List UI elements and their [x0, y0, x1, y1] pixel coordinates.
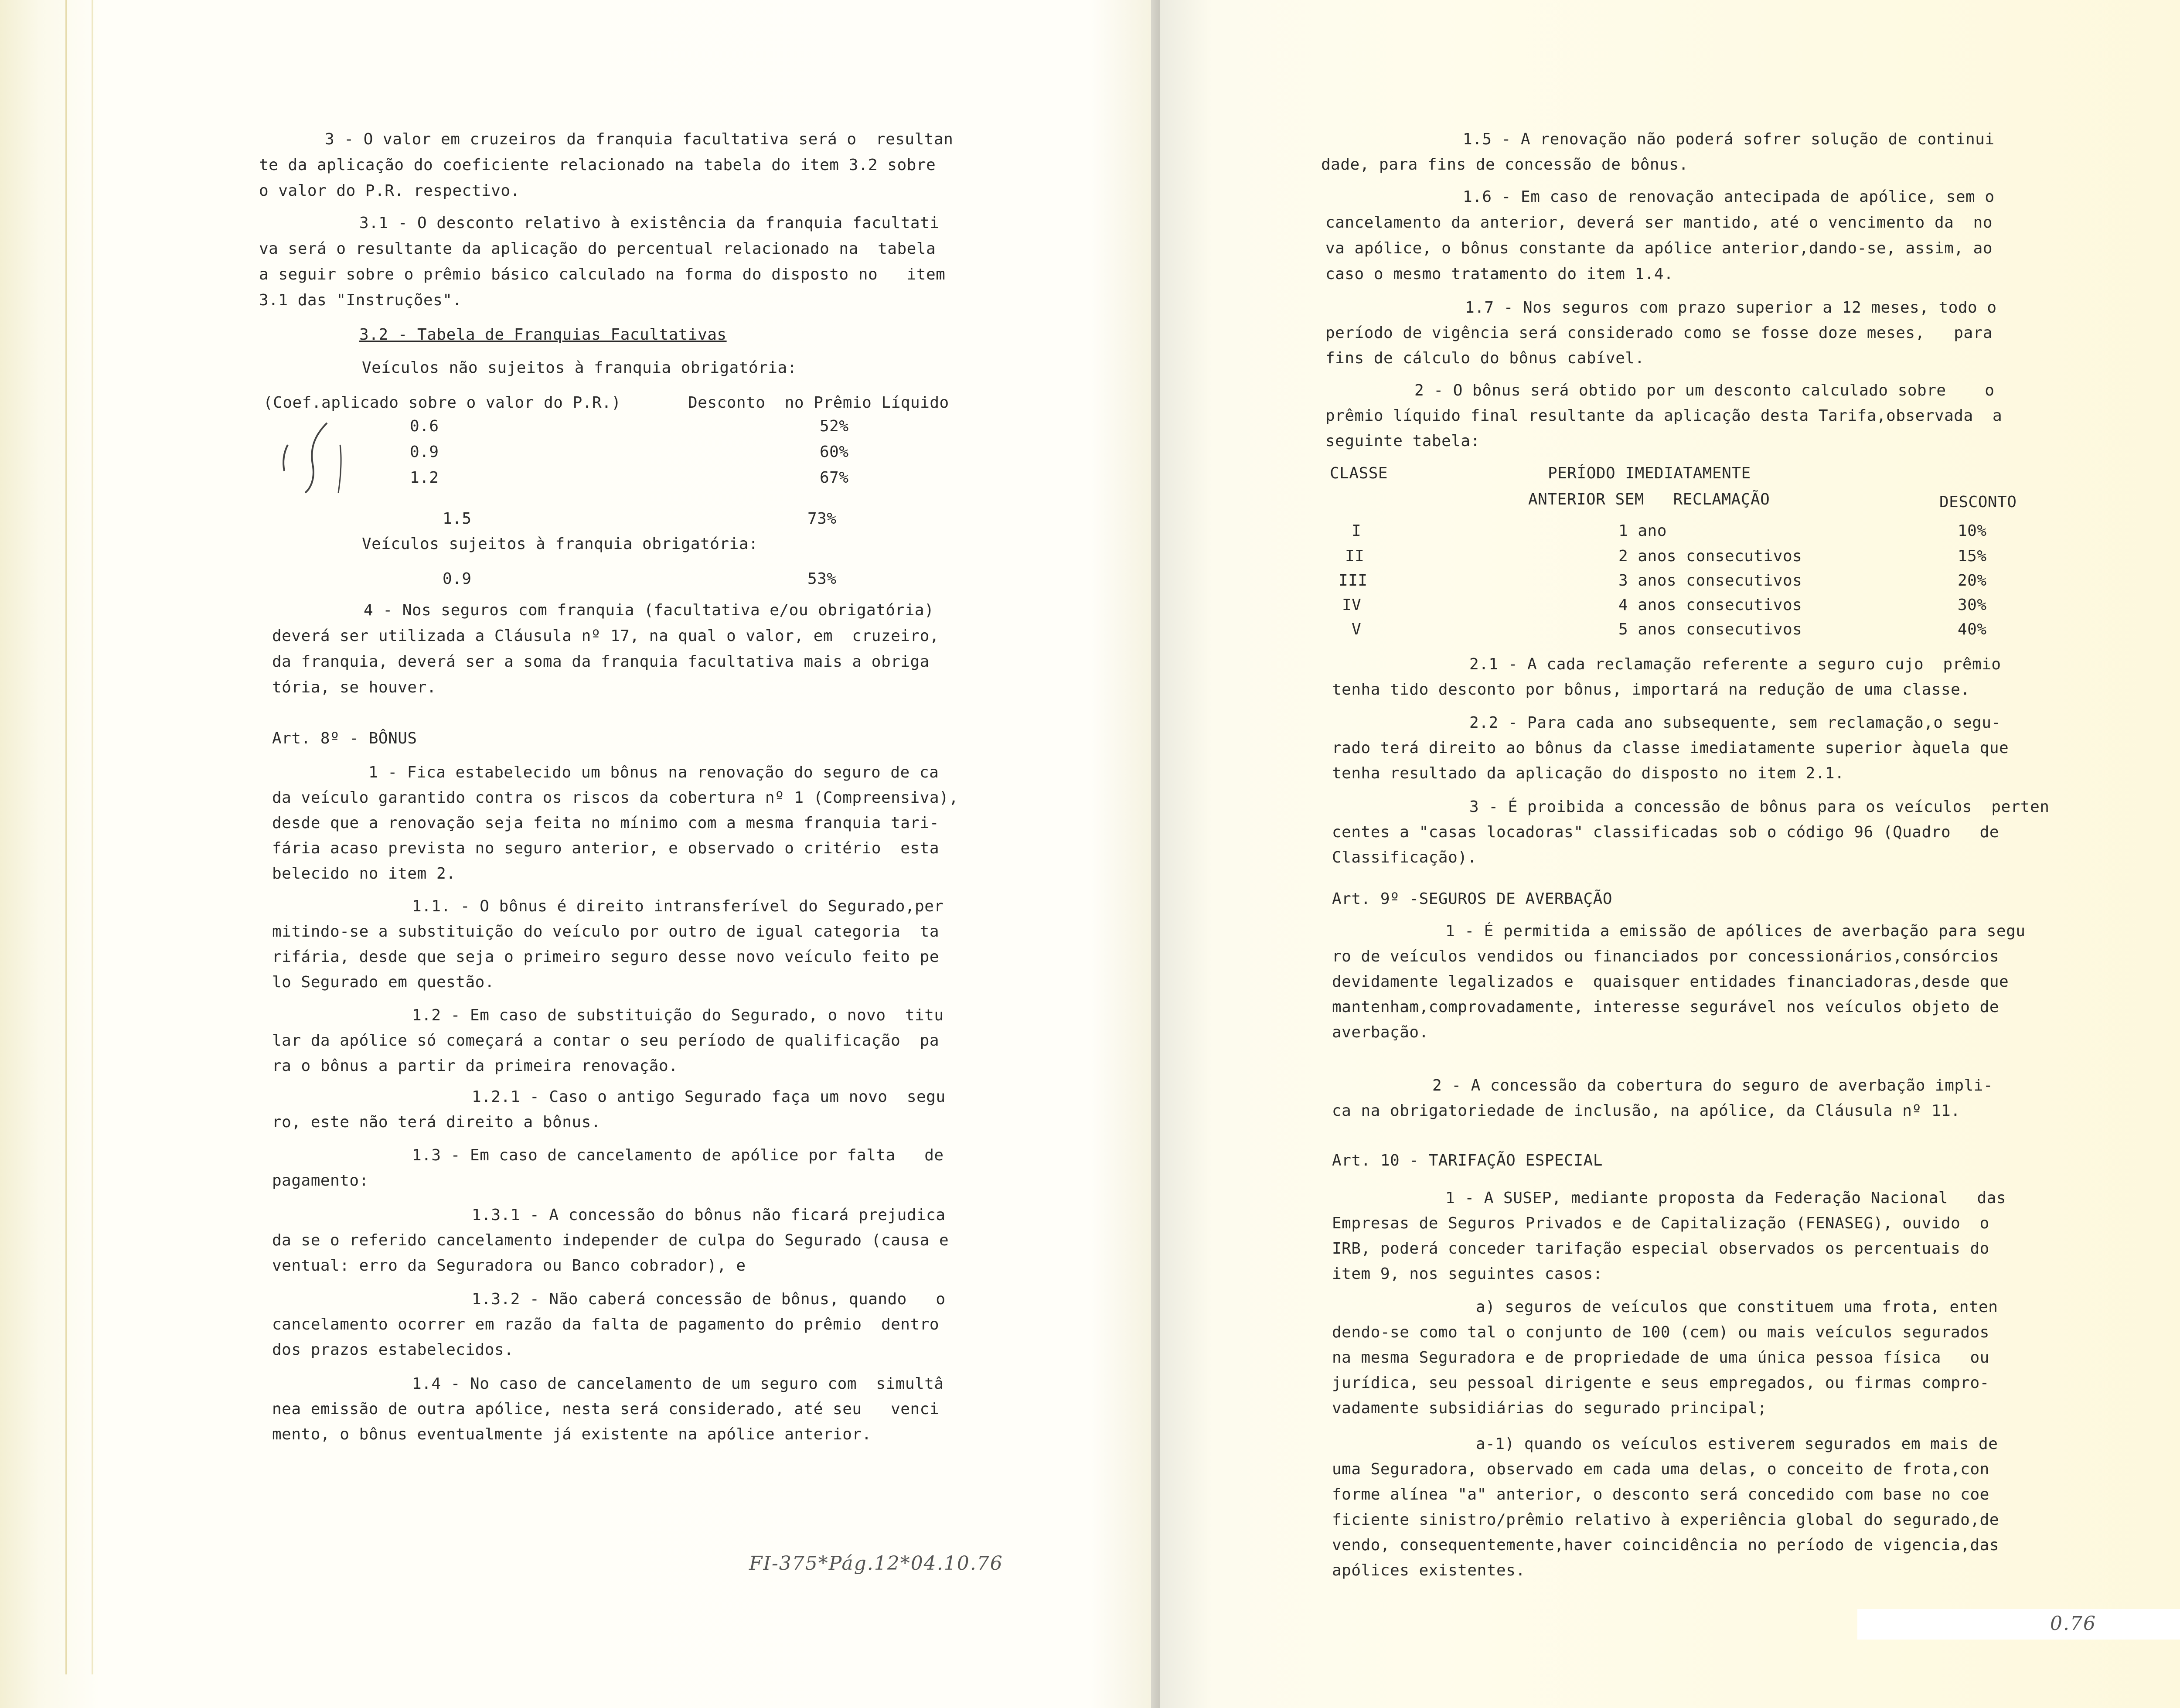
table-cell: 4 anos consecutivos [1618, 596, 1802, 614]
right-page [1160, 0, 2180, 1708]
text-line: rifária, desde que seja o primeiro seguro desse novo veículo feito pe [272, 948, 939, 966]
text-line: jurídica, seu pessoal dirigente e seus empregados, ou firmas compro- [1332, 1374, 1989, 1392]
text-line: a-1) quando os veículos estiverem segurados em mais de [1476, 1435, 1998, 1453]
text-line: 4 - Nos seguros com franquia (facultativa e/ou obrigatória) [364, 601, 934, 619]
text-line: tenha resultado da aplicação do disposto no item 2.1. [1332, 764, 1845, 782]
page-footer-reference: 0.76 [2050, 1613, 2096, 1635]
text-line: 1.3 - Em caso de cancelamento de apólice por falta de [412, 1146, 944, 1164]
text-line: na mesma Seguradora e de propriedade de uma única pessoa física ou [1332, 1349, 1989, 1367]
text-line: 1.2.1 - Caso o antigo Segurado faça um novo segu [472, 1088, 946, 1106]
text-line: pagamento: [272, 1172, 369, 1190]
table-cell: 67% [820, 469, 849, 487]
text-line: dendo-se como tal o conjunto de 100 (cem) ou mais veículos segurados [1332, 1323, 1989, 1341]
text-line: ficiente sinistro/prêmio relativo à experiência global do segurado,de [1332, 1511, 1999, 1529]
text-line: lo Segurado em questão. [272, 973, 494, 991]
text-line: 1 - A SUSEP, mediante proposta da Federação Nacional das [1445, 1189, 2006, 1207]
text-line: uma Seguradora, observado em cada uma delas, o conceito de frota,con [1332, 1460, 1989, 1478]
text-line: 3.1 - O desconto relativo à existência da franquia facultati [359, 214, 940, 232]
text-line: seguinte tabela: [1325, 432, 1480, 450]
footer-label-patch [1857, 1609, 2180, 1640]
text-line: 2 - O bônus será obtido por um desconto calculado sobre o [1414, 382, 1995, 399]
text-line: cancelamento da anterior, deverá ser mantido, até o vencimento da no [1325, 214, 1993, 232]
table-cell: 0.9 [410, 443, 439, 461]
text-line: o valor do P.R. respectivo. [259, 182, 520, 200]
text-line: rado terá direito ao bônus da classe imediatamente superior àquela que [1332, 739, 2009, 757]
text-line: va será o resultante da aplicação do percentual relacionado na tabela [259, 240, 936, 258]
text-line: 3 - O valor em cruzeiros da franquia facultativa será o resultan [325, 130, 954, 148]
text-line: va apólice, o bônus constante da apólice anterior,dando-se, assim, ao [1325, 239, 1993, 257]
text-line: item 9, nos seguintes casos: [1332, 1265, 1603, 1283]
text-line: ventual: erro da Seguradora ou Banco cobrador), e [272, 1257, 746, 1275]
table-cell: 5 anos consecutivos [1618, 620, 1802, 638]
text-line: cancelamento ocorrer em razão da falta de pagamento do prêmio dentro [272, 1316, 939, 1333]
table-cell: 1 ano [1618, 522, 1667, 540]
table-cell: III [1339, 572, 1368, 590]
text-line: Empresas de Seguros Privados e de Capitalização (FENASEG), ouvido o [1332, 1214, 1989, 1232]
page-footer-reference: FI-375*Pág.12*04.10.76 [749, 1552, 1003, 1575]
text-line: 1.6 - Em caso de renovação antecipada de apólice, sem o [1463, 188, 1995, 206]
table-column-header: (Coef.aplicado sobre o valor do P.R.) [263, 394, 621, 412]
text-line: centes a "casas locadoras" classificadas sob o código 96 (Quadro de [1332, 823, 1999, 841]
text-line: mento, o bônus eventualmente já existente na apólice anterior. [272, 1425, 872, 1443]
text-line: a seguir sobre o prêmio básico calculado na forma do disposto no item [259, 266, 946, 283]
text-line: forme alínea "a" anterior, o desconto será concedido com base no coe [1332, 1486, 1989, 1503]
text-line: belecido no item 2. [272, 865, 456, 883]
text-line: 2.2 - Para cada ano subsequente, sem reclamação,o segu- [1469, 714, 2001, 732]
text-line: deverá ser utilizada a Cláusula nº 17, na qual o valor, em cruzeiro, [272, 627, 939, 645]
text-line: lar da apólice só começará a contar o seu período de qualificação pa [272, 1032, 939, 1050]
table-cell: 15% [1958, 547, 1987, 565]
text-line: dade, para fins de concessão de bônus. [1321, 156, 1689, 174]
text-line: ro de veículos vendidos ou financiados por concessionários,consórcios [1332, 948, 1999, 965]
text-line: 3 - É proibida a concessão de bônus para os veículos perten [1469, 798, 2050, 816]
table-cell: 60% [820, 443, 849, 461]
text-line: 1.5 - A renovação não poderá sofrer solução de continui [1463, 130, 1995, 148]
text-line: IRB, poderá conceder tarifação especial observados os percentuais do [1332, 1240, 1989, 1258]
article-heading: Art. 10 - TARIFAÇÃO ESPECIAL [1332, 1152, 1603, 1169]
table-cell: 1.5 [443, 510, 472, 528]
text-line: 1 - É permitida a emissão de apólices de averbação para segu [1445, 922, 2026, 940]
table-cell: 0.9 [443, 570, 472, 588]
text-line: 2 - A concessão da cobertura do seguro de averbação impli- [1432, 1077, 1993, 1094]
text-line: Veículos não sujeitos à franquia obrigatória: [362, 359, 797, 377]
text-line: apólices existentes. [1332, 1561, 1526, 1579]
article-heading: Art. 9º -SEGUROS DE AVERBAÇÃO [1332, 890, 1613, 908]
text-line: ca na obrigatoriedade de inclusão, na apólice, da Cláusula nº 11. [1332, 1102, 1961, 1120]
text-line: Classificação). [1332, 849, 1477, 866]
page-edge-line [92, 0, 93, 1674]
text-line: dos prazos estabelecidos. [272, 1341, 514, 1359]
text-line: desde que a renovação seja feita no mínimo com a mesma franquia tari- [272, 814, 939, 832]
section-heading: 3.2 - Tabela de Franquias Facultativas [359, 326, 727, 344]
text-line: nea emissão de outra apólice, nesta será considerado, até seu venci [272, 1400, 939, 1418]
handwritten-bracket-mark [262, 419, 349, 497]
text-line: te da aplicação do coeficiente relacionado na tabela do item 3.2 sobre [259, 156, 936, 174]
text-line: caso o mesmo tratamento do item 1.4. [1325, 265, 1674, 283]
text-line: 3.1 das "Instruções". [259, 291, 462, 309]
text-line: da veículo garantido contra os riscos da cobertura nº 1 (Compreensiva), [272, 789, 959, 807]
table-cell: I [1352, 522, 1362, 540]
text-line: a) seguros de veículos que constituem uma frota, enten [1476, 1298, 1998, 1316]
table-cell: 20% [1958, 572, 1987, 590]
table-cell: 10% [1958, 522, 1987, 540]
table-cell: 52% [820, 417, 849, 435]
text-line: 1.3.2 - Não caberá concessão de bônus, quando o [472, 1290, 946, 1308]
text-line: prêmio líquido final resultante da aplicação desta Tarifa,observada a [1325, 407, 2003, 425]
text-line: período de vigência será considerado como se fosse doze meses, para [1325, 324, 1993, 342]
table-cell: II [1345, 547, 1365, 565]
table-cell: 2 anos consecutivos [1618, 547, 1802, 565]
table-column-header: ANTERIOR SEM RECLAMAÇÃO [1528, 491, 1770, 508]
text-line: fins de cálculo do bônus cabível. [1325, 349, 1645, 367]
text-line: 1 - Fica estabelecido um bônus na renovação do seguro de ca [368, 764, 939, 781]
text-line: 1.7 - Nos seguros com prazo superior a 12 meses, todo o [1465, 299, 1997, 317]
article-heading: Art. 8º - BÔNUS [272, 730, 417, 747]
table-cell: 0.6 [410, 417, 439, 435]
text-line: 1.4 - No caso de cancelamento de um seguro com simultâ [412, 1375, 944, 1393]
text-line: 1.2 - Em caso de substituição do Segurado, o novo titu [412, 1006, 944, 1024]
text-line: devidamente legalizados e quaisquer entidades financiadoras,desde que [1332, 973, 2009, 991]
text-line: 1.3.1 - A concessão do bônus não ficará prejudica [472, 1206, 946, 1224]
table-cell: IV [1342, 596, 1362, 614]
table-column-header: CLASSE [1330, 464, 1388, 482]
table-cell: 53% [807, 570, 837, 588]
table-cell: 40% [1958, 620, 1987, 638]
table-column-header: Desconto no Prêmio Líquido [688, 394, 949, 412]
table-column-header: DESCONTO [1939, 493, 2017, 511]
text-line: da franquia, deverá ser a soma da franquia facultativa mais a obriga [272, 653, 930, 671]
text-line: 1.1. - O bônus é direito intransferível do Segurado,per [412, 897, 944, 915]
text-line: mitindo-se a substituição do veículo por outro de igual categoria ta [272, 923, 939, 941]
table-cell: 1.2 [410, 469, 439, 487]
text-line: averbação. [1332, 1023, 1429, 1041]
text-line: vendo, consequentemente,haver coincidência no período de vigencia,das [1332, 1536, 1999, 1554]
text-line: fária acaso prevista no seguro anterior, e observado o critério esta [272, 839, 939, 857]
table-cell: 3 anos consecutivos [1618, 572, 1802, 590]
text-line: da se o referido cancelamento independer de culpa do Segurado (causa e [272, 1231, 949, 1249]
text-line: Veículos sujeitos à franquia obrigatória: [362, 535, 759, 553]
table-cell: 30% [1958, 596, 1987, 614]
table-cell: V [1352, 620, 1362, 638]
text-line: mantenham,comprovadamente, interesse segurável nos veículos objeto de [1332, 998, 1999, 1016]
text-line: ro, este não terá direito a bônus. [272, 1113, 601, 1131]
table-column-header: PERÍODO IMEDIATAMENTE [1548, 464, 1751, 482]
text-line: tória, se houver. [272, 678, 436, 696]
text-line: 2.1 - A cada reclamação referente a seguro cujo prêmio [1469, 655, 2001, 673]
page-edge-line [65, 0, 67, 1674]
table-cell: 73% [807, 510, 837, 528]
text-line: tenha tido desconto por bônus, importará na redução de uma classe. [1332, 681, 1970, 699]
text-line: ra o bônus a partir da primeira renovação. [272, 1057, 678, 1075]
text-line: vadamente subsidiárias do segurado principal; [1332, 1399, 1767, 1417]
